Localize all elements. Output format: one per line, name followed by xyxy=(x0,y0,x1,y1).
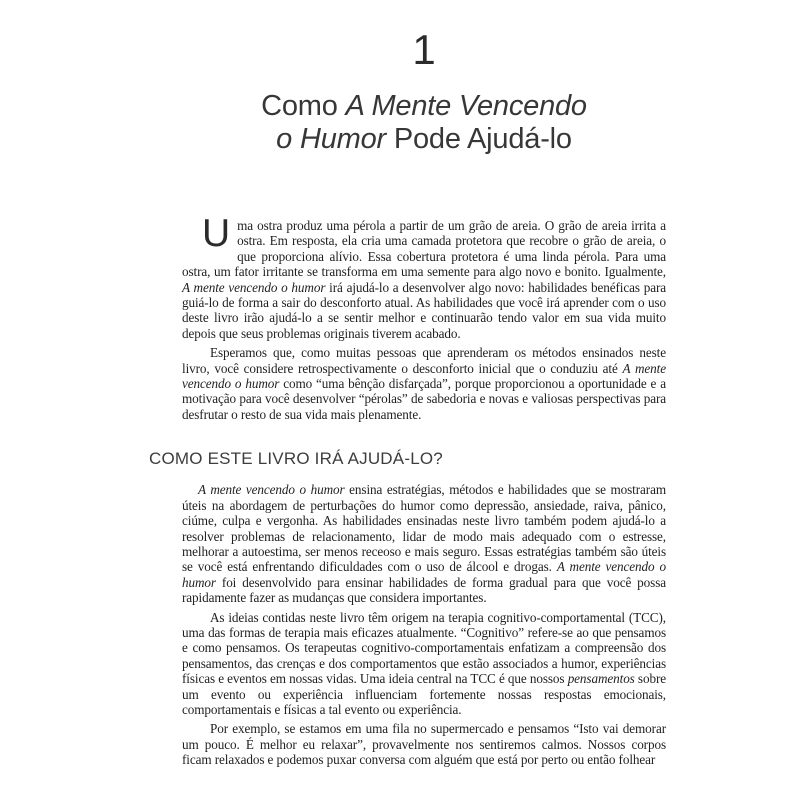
paragraph-5 xyxy=(182,721,666,767)
book-title-italic: A mente vencendo o humor xyxy=(182,279,326,295)
text-run: As ideias contidas neste livro têm origem na terapia cognitivo-comportamental (TCC), uma das formas de terapia mais eficazes atualmente. “Cognitivo” refere-se ao que pensamos e como pensamos. Os terapeutas cognitivo-comportamentais enfatizam a compreensão dos pensamentos, das crenças e dos comportamentos que estão associados a humor, experiências físicas e eventos em nossas vidas. Uma ideia central na TCC é que nossos xyxy=(182,609,666,687)
book-title-italic: A mente vencendo o humor xyxy=(198,482,345,498)
text-run: ma ostra produz uma pérola a partir de um grão de areia. O grão de areia irrita a ostra. Em resposta, ela cria uma camada protetora que recobre o grão de areia, o que proporciona alívio. Essa cobertura protetora é uma linda pérola. Para uma ostra, um fator irritante se transforma em uma semente para algo novo e bonito. Igualmente, xyxy=(182,218,666,280)
paragraph-4 xyxy=(182,610,666,718)
drop-cap: U xyxy=(202,212,231,255)
chapter-number: 1 xyxy=(412,26,436,73)
text-run: como “uma bênção disfarçada”, porque proporcionou a oportunidade e a motivação para você desenvolver “pérolas” de sabedoria e novas e valiosas perspectivas para desfrutar o resto de sua vida mais plenamente. xyxy=(182,376,666,422)
text-run: foi desenvolvido para ensinar habilidades de forma gradual para que você possa rapidamente fazer as mudanças que considera importantes. xyxy=(182,574,666,606)
text-run: ensina estratégias, métodos e habilidades que se mostraram úteis na abordagem de perturbações do humor como depressão, ansiedade, raiva, pânico, ciúme, culpa e vergonha. As habilidades ensinadas neste livro também podem ajudá-lo a resolver problemas de relacionamento, lidar de modo mais adequado com o estresse, melhorar a autoestima, ser menos receoso e mais seguro. Essas estratégias também são úteis se você está enfrentando dificuldades com o uso de álcool e drogas. xyxy=(182,482,666,575)
book-title-italic: A mente vencendo o humor xyxy=(182,559,666,590)
chapter-opener xyxy=(182,0,666,156)
text-run: sobre um evento ou experiência influenciam fortemente nossas respostas emocionais, comportamentais e físicas a tal evento ou experiência. xyxy=(182,671,666,717)
chapter-title xyxy=(182,90,666,156)
title-line2-regular: Pode Ajudá-lo xyxy=(385,123,572,155)
text-run: Por exemplo, se estamos em uma fila no supermercado e pensamos “Isto vai demorar um pouco. É melhor eu relaxar”, provavelmente nos sentiremos calmos. Nossos corpos ficam relaxados e podemos puxar conversa com alguém que está por perto ou então folhear xyxy=(182,721,666,768)
title-line1-book-title-italic: A Mente Vencendo xyxy=(345,90,587,122)
book-title-italic: A mente vencendo o humor xyxy=(182,360,666,392)
text-column xyxy=(149,0,666,768)
paragraph-1 xyxy=(182,212,666,341)
title-line2-book-title-italic: o Humor xyxy=(276,123,386,155)
paragraph-2 xyxy=(182,345,666,422)
emphasis-italic: pensamentos xyxy=(567,671,635,687)
section-heading: COMO ESTE LIVRO IRÁ AJUDÁ-LO? xyxy=(149,449,443,469)
text-run: Esperamos que, como muitas pessoas que aprenderam os métodos ensinados neste livro, você considere retrospectivamente o desconforto inicial que o conduziu até xyxy=(182,345,666,376)
title-line1-regular: Como xyxy=(261,90,346,122)
text-run: irá ajudá-lo a desenvolver algo novo: habilidades benéficas para guiá-lo de forma a sair do desconforto atual. As habilidades que você irá aprender com o uso deste livro irão ajudá-lo a se sentir melhor e continuarão tendo valor em sua vida muito depois que seus problemas originais tiverem acabado. xyxy=(182,279,666,341)
paragraph-3 xyxy=(182,482,666,605)
